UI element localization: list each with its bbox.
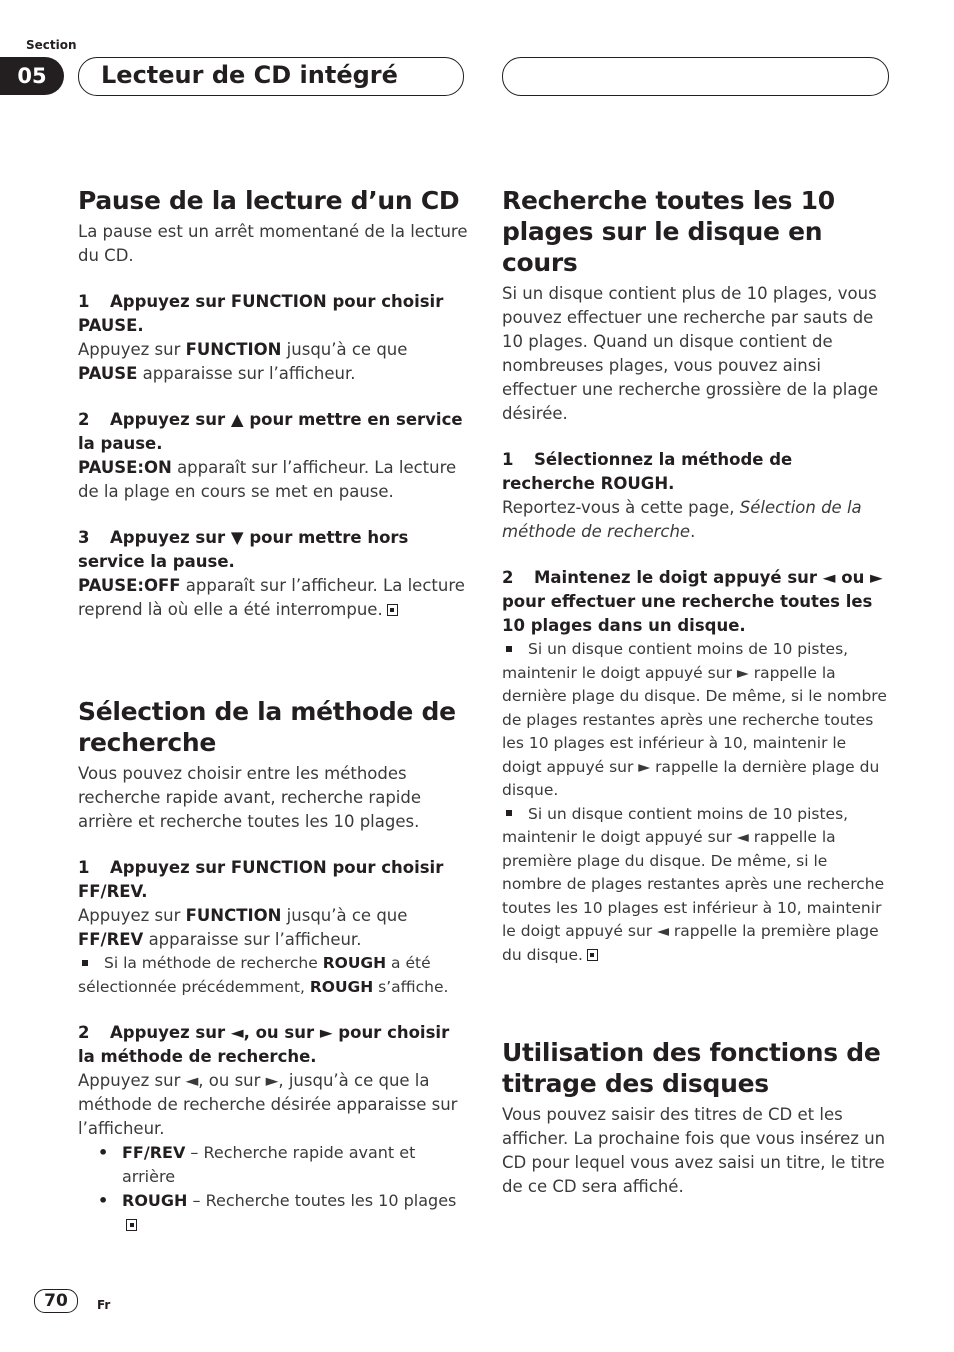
keyword: ROUGH [322, 954, 387, 972]
step-title: Appuyez sur ◄, ou sur ► pour choisir la méthode de recherche. [78, 1023, 450, 1066]
bullet-dot-icon: • [98, 1191, 109, 1210]
method-step-2-body: Appuyez sur ◄, ou sur ►, jusqu’à ce que la méthode de recherche désirée apparaisse sur l’afficheur. [78, 1071, 458, 1138]
pause-step-1-body [78, 338, 468, 386]
text: jusqu’à ce que [281, 340, 408, 359]
text: apparaisse sur l’afficheur. [137, 364, 356, 383]
titling-heading: Utilisation des fonctions de titrage des disques [502, 1038, 881, 1098]
keyword: PAUSE:OFF [78, 576, 181, 595]
keyword: ROUGH [309, 977, 374, 996]
section-label: Section [26, 38, 77, 52]
text: apparaisse sur l’afficheur. [143, 930, 362, 949]
rough-intro: Si un disque contient plus de 10 plages, vous pouvez effectuer une recherche par sauts de 10 plages. Quand un disque contient de nombreuses plages, vous pouvez ainsi effectuer une recherche grossière de la plage désirée. [502, 284, 879, 423]
note-square-icon [82, 960, 88, 966]
step-title: Appuyez sur FUNCTION pour choisir FF/REV. [78, 858, 444, 901]
rough-note-2 [502, 803, 888, 968]
pause-step-3 [78, 526, 468, 574]
section-number: 05 [17, 64, 47, 88]
text: Appuyez sur [78, 340, 186, 359]
chapter-title-box [78, 57, 464, 96]
bullet-rough [78, 1189, 468, 1237]
step-title: Appuyez sur ▼ pour mettre hors service la pause. [78, 528, 409, 571]
bullet-ffrev [78, 1141, 468, 1189]
left-column [78, 185, 468, 1237]
keyword: PAUSE [78, 364, 138, 383]
step-number: 1 [78, 858, 90, 877]
text: . [690, 522, 696, 541]
pause-step-2-body [78, 456, 468, 504]
text: Si la méthode de recherche [104, 954, 323, 972]
method-step-1-body [78, 904, 468, 952]
rough-note-1 [502, 638, 888, 803]
method-step-1 [78, 856, 468, 904]
keyword: FUNCTION [185, 906, 282, 925]
text: s’affiche. [373, 977, 449, 996]
rough-heading: Recherche toutes les 10 plages sur le disque en cours [502, 186, 835, 277]
pause-step-2 [78, 408, 468, 456]
step-title: Appuyez sur FUNCTION pour choisir PAUSE. [78, 292, 444, 335]
header-blank-box [502, 57, 889, 96]
cross-reference-link: Sélection de la méthode de recherche [502, 498, 862, 541]
pause-step-3-body [78, 574, 468, 622]
text: a été sélectionnée précédemment, [78, 954, 431, 996]
text: apparaît sur l’afficheur. La lecture reprend là où elle a été interrompue. [78, 576, 465, 619]
step-number: 2 [78, 1023, 90, 1042]
step-number: 3 [78, 528, 90, 547]
keyword: PAUSE:ON [78, 458, 172, 477]
text: – Recherche rapide avant et arrière [122, 1143, 416, 1186]
page-number: 70 [34, 1289, 78, 1313]
text: Reportez-vous à cette page, [502, 498, 740, 517]
text: jusqu’à ce que [281, 906, 408, 925]
rough-step-1 [502, 448, 888, 496]
note-square-icon [506, 646, 512, 652]
section-number-tab [0, 57, 64, 95]
keyword: FF/REV [122, 1143, 186, 1162]
rough-step-2 [502, 566, 888, 638]
text: – Recherche toutes les 10 plages [187, 1191, 457, 1210]
pause-heading: Pause de la lecture d’un CD [78, 186, 460, 215]
pause-step-1 [78, 290, 468, 338]
text: Appuyez sur [78, 906, 186, 925]
language-code: Fr [97, 1298, 111, 1312]
keyword: ROUGH [122, 1191, 188, 1210]
method-step-2 [78, 1021, 468, 1069]
end-mark-icon [387, 604, 398, 616]
step-title: Maintenez le doigt appuyé sur ◄ ou ► pour effectuer une recherche toutes les 10 plages dans un disque. [502, 568, 883, 635]
step-title: Appuyez sur ▲ pour mettre en service la pause. [78, 410, 463, 453]
rough-step-1-body [502, 496, 888, 544]
end-mark-icon [126, 1219, 137, 1231]
pause-intro: La pause est un arrêt momentané de la lecture du CD. [78, 222, 468, 265]
note-square-icon [506, 810, 512, 816]
titling-intro: Vous pouvez saisir des titres de CD et les afficher. La prochaine fois que vous insérez un CD pour lequel vous avez saisi un titre, le titre de ce CD sera affiché. [502, 1105, 886, 1196]
end-mark-icon [587, 949, 598, 961]
method-intro: Vous pouvez choisir entre les méthodes recherche rapide avant, recherche rapide arrière et recherche toutes les 10 plages. [78, 764, 422, 831]
step-number: 1 [78, 292, 90, 311]
bullet-dot-icon: • [98, 1143, 109, 1162]
text: Si un disque contient moins de 10 pistes, maintenir le doigt appuyé sur ◄ rappelle la première plage du disque. De même, si le nombre de plages restantes après une recherche toutes les 10 plages est inférieur à 10, maintenir le doigt appuyé sur ◄ rappelle la première plage du disque. [502, 804, 885, 964]
step-title: Sélectionnez la méthode de recherche ROUGH. [502, 450, 793, 493]
right-column [502, 185, 888, 1199]
method-note [78, 952, 468, 999]
text: Si un disque contient moins de 10 pistes, maintenir le doigt appuyé sur ► rappelle la dernière plage du disque. De même, si le nombre de plages restantes après une recherche toutes les 10 plages est inférieur à 10, maintenir le doigt appuyé sur ► rappelle la dernière plage du disque. [502, 640, 887, 799]
text: apparaît sur l’afficheur. La lecture de la plage en cours se met en pause. [78, 458, 457, 501]
step-number: 2 [502, 568, 514, 587]
method-heading: Sélection de la méthode de recherche [78, 697, 456, 757]
step-number: 1 [502, 450, 514, 469]
chapter-title: Lecteur de CD intégré [101, 61, 398, 89]
keyword: FUNCTION [185, 340, 282, 359]
keyword: FF/REV [78, 930, 144, 949]
step-number: 2 [78, 410, 90, 429]
